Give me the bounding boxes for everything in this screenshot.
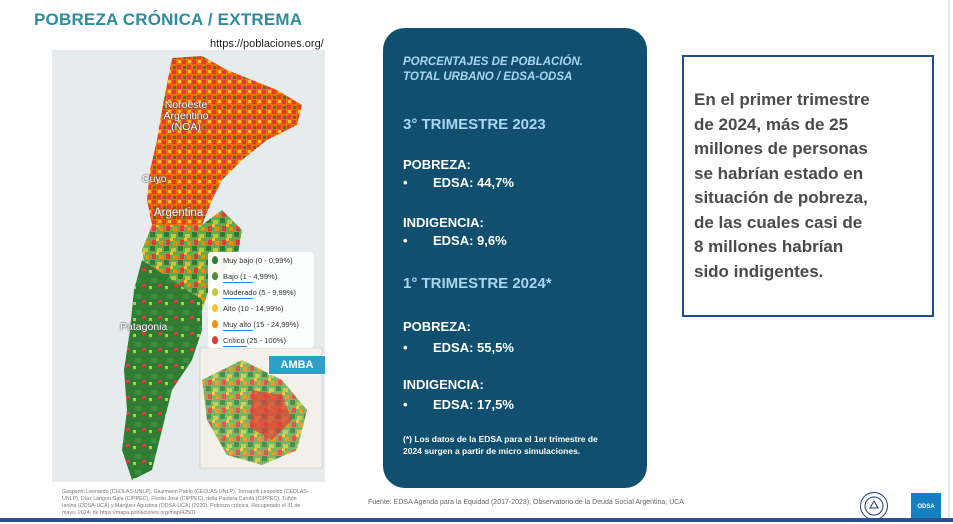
moderado-marker-icon <box>212 288 218 296</box>
period2-indigencia-label: INDIGENCIA: <box>403 377 484 392</box>
region-label-argentina: Argentina <box>154 207 204 219</box>
bajo-marker-icon <box>212 272 218 280</box>
stats-panel <box>383 28 647 488</box>
legend-item-muy-bajo: Muy bajo (0 - 0,99%) <box>212 256 293 265</box>
period2-indigencia-value: • EDSA: 17,5% <box>403 397 514 412</box>
legend-item-moderado: Moderado (5 - 9,99%) <box>212 288 296 297</box>
period2-pobreza-label: POBREZA: <box>403 319 471 334</box>
period1-indigencia-value: • EDSA: 9,6% <box>403 233 507 248</box>
seal-graphic <box>861 493 887 519</box>
legend-underline <box>223 346 247 347</box>
period1-pobreza-label: POBREZA: <box>403 157 471 172</box>
summary-line: millones de personas <box>694 139 868 158</box>
panel-footnote-line1: (*) Los datos de la EDSA para el 1er trimestre de <box>403 434 598 444</box>
summary-line: En el primer trimestre <box>694 90 870 109</box>
alto-marker-icon <box>212 304 218 312</box>
summary-line: de las cuales casi de <box>694 212 863 232</box>
summary-text <box>694 88 926 284</box>
footer-bar <box>0 518 953 522</box>
summary-box <box>682 55 934 317</box>
legend-item-muy-alto: Muy alto (15 - 24,99%) <box>212 320 299 329</box>
slide-title: POBREZA CRÓNICA / EXTREMA <box>34 10 303 29</box>
legend-item-bajo: Bajo (1 - 4,99%) <box>212 272 277 281</box>
critico-marker-icon <box>212 336 218 344</box>
summary-line: de 2024, más de 25 <box>694 114 849 134</box>
slide-edge <box>948 0 950 522</box>
period1-indigencia-label: INDIGENCIA: <box>403 215 484 230</box>
summary-line: se habrían estado en <box>694 163 864 183</box>
uca-seal-icon <box>860 492 888 520</box>
legend-item-critico: Crítico (25 - 100%) <box>212 336 286 345</box>
period1-pobreza-value: • EDSA: 44,7% <box>403 175 514 190</box>
period2-pobreza-value: • EDSA: 55,5% <box>403 340 514 355</box>
region-label-noa: Noroeste Argentino (NOA) <box>163 99 209 133</box>
period2-heading: 1° TRIMESTRE 2024* <box>403 275 552 292</box>
legend-item-alto: Alto (10 - 14,99%) <box>212 304 283 313</box>
period1-heading: 3° TRIMESTRE 2023 <box>403 116 546 133</box>
muy-alto-marker-icon <box>212 320 218 328</box>
panel-footnote-line2: 2024 surgen a partir de micro simulaciones. <box>403 446 581 456</box>
legend-underline <box>223 330 253 331</box>
summary-line: sido indigentes. <box>694 261 824 281</box>
legend-underline <box>223 298 253 299</box>
summary-line: 8 millones habrían <box>694 237 844 256</box>
source-url[interactable]: https://poblaciones.org/ <box>210 38 324 50</box>
panel-subtitle-line2: TOTAL URBANO / EDSA-ODSA <box>403 71 573 83</box>
summary-line: situación de pobreza, <box>694 188 868 207</box>
footer-source: Fuente: EDSA Agenda para la Equidad (2017-2023), Observatorio de la Deuda Social Argentina, UCA. <box>368 499 686 506</box>
amba-label: AMBA <box>268 355 326 375</box>
region-label-cuyo: Cuyo <box>142 173 167 185</box>
region-label-patagonia: Patagonia <box>120 321 168 333</box>
map-citation: Gasparini Leonardo (CEDLAS-UNLP), Gluzmann Pablo (CEDLAS-UNLP), Tornarolli Leopoldo (CEDLAS-UNLP), Díaz Langou Gala (CIPPEC), Florito José (CIPPEC), della Paolera Carola (CIPPEC), Tuñón Ianina (ODSA-UCA) y Márquez Agustina (ODSA-UCA) (2020). Pobreza crónica. Recuperado el 31 de mayo, 2024, de https://mapa.poblaciones.org/map/42501 <box>62 489 309 516</box>
legend-underline <box>223 282 253 283</box>
muy-bajo-marker-icon <box>212 256 218 264</box>
odsa-logo: ODSA <box>911 493 941 521</box>
panel-subtitle-line1: PORCENTAJES DE POBLACIÓN. <box>403 56 583 68</box>
map-legend <box>208 252 314 348</box>
